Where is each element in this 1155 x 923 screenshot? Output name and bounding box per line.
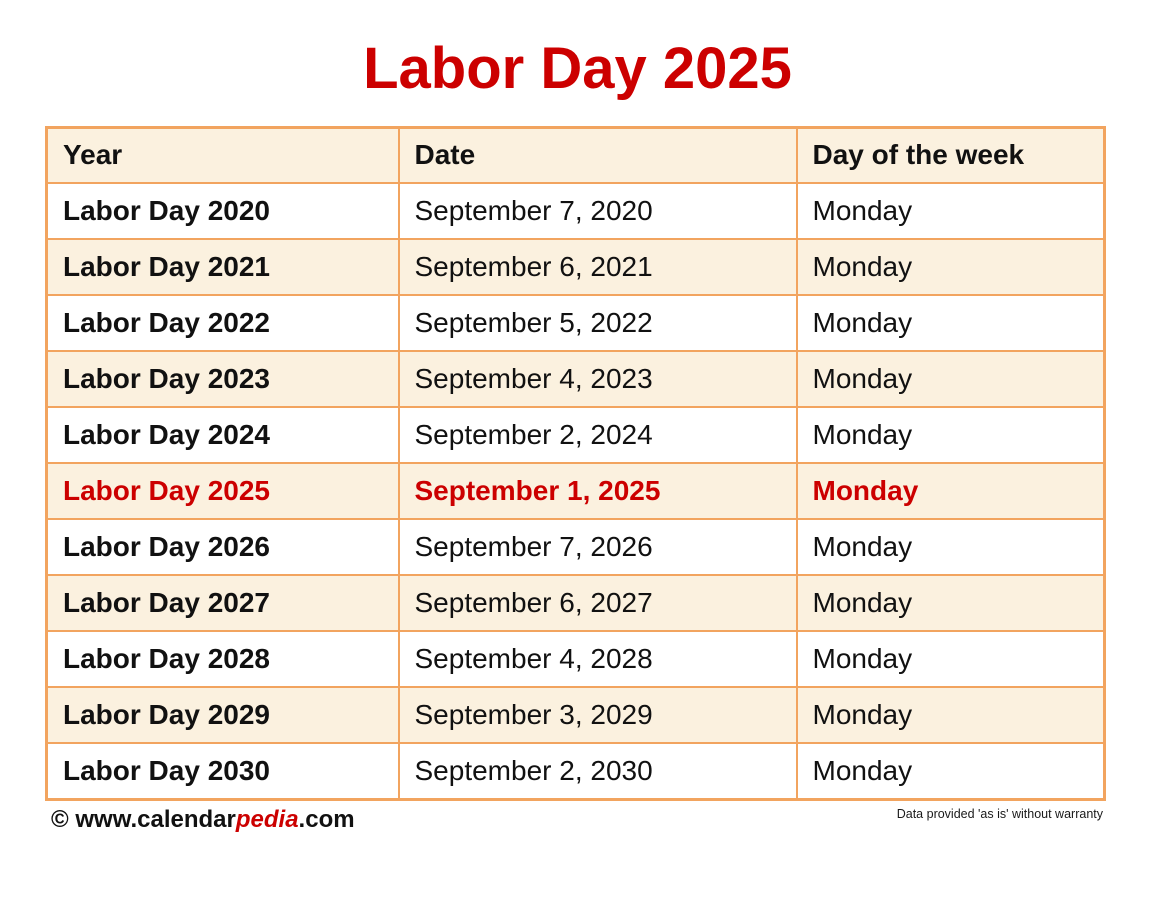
row-date: September 7, 2020: [399, 183, 797, 239]
table-row: [47, 407, 1105, 463]
row-day: Monday: [797, 463, 1105, 519]
row-date: September 2, 2024: [399, 407, 797, 463]
row-date: September 4, 2023: [399, 351, 797, 407]
row-day: Monday: [797, 631, 1105, 687]
row-day: Monday: [797, 351, 1105, 407]
calendarpedia-link[interactable]: [45, 806, 355, 834]
row-year: Labor Day 2028: [47, 631, 399, 687]
table-row: [47, 687, 1105, 743]
table-row: [47, 743, 1105, 799]
row-day: Monday: [797, 407, 1105, 463]
row-year: Labor Day 2030: [47, 743, 399, 799]
row-day: Monday: [797, 519, 1105, 575]
table-row: [47, 295, 1105, 351]
row-day: Monday: [797, 239, 1105, 295]
row-date: September 2, 2030: [399, 743, 797, 799]
row-date: September 4, 2028: [399, 631, 797, 687]
table-body: [47, 183, 1105, 799]
row-year: Labor Day 2022: [47, 295, 399, 351]
site-prefix: www.calendar: [68, 805, 236, 833]
table-row: [47, 239, 1105, 295]
page-title: Labor Day 2025: [363, 36, 792, 101]
holiday-table: [45, 126, 1106, 801]
row-year: Labor Day 2024: [47, 407, 399, 463]
row-year: Labor Day 2025: [47, 463, 399, 519]
row-date: September 6, 2021: [399, 239, 797, 295]
table-header-row: [47, 127, 1105, 183]
row-date: September 6, 2027: [399, 575, 797, 631]
table-row: [47, 183, 1105, 239]
table-row: [47, 575, 1105, 631]
header-date: Date: [399, 127, 797, 183]
row-year: Labor Day 2021: [47, 239, 399, 295]
row-day: Monday: [797, 687, 1105, 743]
row-year: Labor Day 2027: [47, 575, 399, 631]
disclaimer-text: Data provided 'as is' without warranty: [896, 806, 1103, 821]
row-date: September 5, 2022: [399, 295, 797, 351]
row-year: Labor Day 2029: [47, 687, 399, 743]
row-date: September 3, 2029: [399, 687, 797, 743]
table-row: [47, 463, 1105, 519]
table-row: [47, 631, 1105, 687]
row-year: Labor Day 2023: [47, 351, 399, 407]
row-day: Monday: [797, 295, 1105, 351]
footer: [45, 806, 1103, 834]
site-suffix: .com: [298, 805, 355, 833]
table-row: [47, 351, 1105, 407]
row-year: Labor Day 2020: [47, 183, 399, 239]
copyright-icon: ©: [51, 805, 69, 833]
site-accent: pedia: [235, 805, 299, 833]
row-year: Labor Day 2026: [47, 519, 399, 575]
header-year: Year: [47, 127, 399, 183]
header-day-of-week: Day of the week: [797, 127, 1105, 183]
row-day: Monday: [797, 743, 1105, 799]
table-row: [47, 519, 1105, 575]
row-date: September 7, 2026: [399, 519, 797, 575]
row-day: Monday: [797, 183, 1105, 239]
row-day: Monday: [797, 575, 1105, 631]
row-date: September 1, 2025: [399, 463, 797, 519]
